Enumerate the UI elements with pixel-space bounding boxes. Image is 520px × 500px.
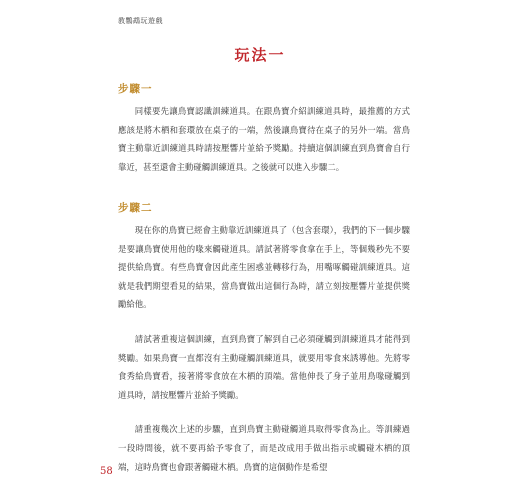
page-title: 玩法一 — [234, 46, 286, 64]
section-heading: 步驟一 — [118, 83, 153, 95]
paragraph: 同樣要先讓鳥寶認識訓練道具。在跟鳥寶介紹訓練道具時，最推薦的方式應該是將木栖和套環放在桌子的一端，然後讓鳥寶待在桌子的另外一端。當鳥寶主動靠近訓練道具時請按壓響片並給予獎勵。持續這個訓練直到鳥寶會自行靠近，甚至還會主動碰觸訓練道具。之後就可以進入步驟二。 — [118, 106, 410, 172]
section-heading: 步驟二 — [118, 202, 153, 214]
paragraph: 現在你的鳥寶已經會主動靠近訓練道具了（包含套環），我們的下一個步驟是要讓鳥寶使用他的喙來觸碰道具。請試著將零食拿在手上，等個幾秒先不要提供給鳥寶。有些鳥寶會因此產生困惑並轉移行為，用嘴啄觸碰訓練道具。這就是我們期望看見的結果，當鳥寶做出這個行為時，請立刻按壓響片並提供獎勵給他。 — [118, 225, 410, 310]
running-header: 教鸚鵡玩遊戲 — [118, 17, 163, 25]
section-step-1 — [118, 82, 410, 176]
paragraph: 請試著重複這個訓練，直到鳥寶了解到自己必須碰觸到訓練道具才能得到獎勵。如果鳥寶一直都沒有主動碰觸訓練道具，就要用零食來誘導他。先將零食秀給鳥寶看，接著將零食放在木栖的頂端。當他伸長了身子並用鳥喙碰觸到道具時，請按壓響片並給予獎勵。 — [118, 333, 410, 400]
page-number: 58 — [100, 466, 113, 477]
paragraph: 請重複幾次上述的步驟，直到鳥寶主動碰觸道具取得零食為止。等訓練過一段時間後，就不要再給予零食了，而是改成用手做出指示或觸碰木栖的頂端，這時鳥寶也會跟著觸碰木栖。鳥寶的這個動作是希望 — [118, 424, 410, 472]
section-step-2 — [118, 201, 410, 476]
